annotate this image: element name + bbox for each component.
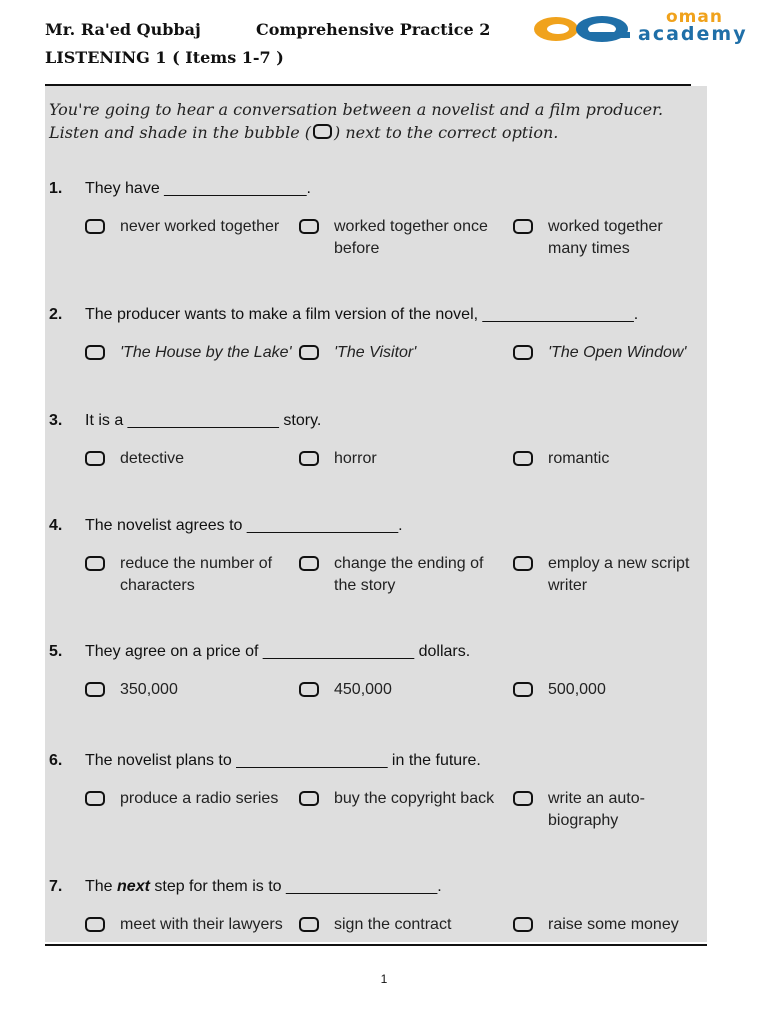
bottom-rule — [45, 944, 707, 946]
question-text: It is a _________________ story. — [85, 412, 322, 429]
answer-bubble[interactable] — [299, 345, 319, 360]
option-label: 'The House by the Lake' — [120, 344, 292, 361]
answer-bubble[interactable] — [299, 556, 319, 571]
question-text: The novelist plans to _________________ in the future. — [85, 752, 481, 769]
question-text — [85, 878, 442, 896]
question-text-end: step for them is to _________________. — [149, 878, 442, 895]
answer-bubble[interactable] — [513, 451, 533, 466]
answer-bubble[interactable] — [85, 556, 105, 571]
option-label: horror — [334, 450, 377, 467]
question-number: 6. — [49, 752, 63, 769]
option-label: write an auto-biography — [548, 790, 645, 829]
answer-bubble[interactable] — [85, 451, 105, 466]
option-label: sign the contract — [334, 916, 452, 933]
option-label: romantic — [548, 450, 610, 467]
page-number: 1 — [380, 972, 388, 986]
option-label: worked together many times — [548, 218, 663, 257]
instructions-part-1: You're going to hear a conversation between a novelist and a film producer. Listen and shade in the bubble ( — [49, 100, 664, 142]
option-label: never worked together — [120, 218, 280, 235]
question-number: 5. — [49, 643, 63, 660]
option-label: worked together once before — [334, 218, 488, 257]
answer-bubble[interactable] — [299, 682, 319, 697]
answer-bubble[interactable] — [513, 556, 533, 571]
answer-bubble[interactable] — [85, 345, 105, 360]
oman-academy-logo — [530, 7, 766, 46]
question-text: They have ________________. — [85, 180, 311, 197]
answer-bubble[interactable] — [85, 682, 105, 697]
option-label: 350,000 — [120, 681, 178, 698]
answer-bubble[interactable] — [513, 682, 533, 697]
question-number: 7. — [49, 878, 63, 895]
teacher-name: Mr. Ra'ed Qubbaj — [45, 20, 201, 39]
instructions-part-2: ) next to the correct option. — [334, 123, 559, 142]
answer-bubble[interactable] — [85, 219, 105, 234]
question-text: The producer wants to make a film version of the novel, _________________. — [85, 306, 639, 323]
question-number: 1. — [49, 180, 63, 197]
section-title: LISTENING 1 ( Items 1-7 ) — [45, 48, 284, 67]
logo-mark-icon — [530, 12, 640, 46]
question-text: They agree on a price of _________________ dollars. — [85, 643, 471, 660]
instructions — [49, 98, 699, 144]
question-text-start: The — [85, 878, 118, 895]
option-label: employ a new script writer — [548, 555, 690, 594]
question-number: 3. — [49, 412, 63, 429]
option-label: 'The Open Window' — [548, 344, 687, 361]
option-label: buy the copyright back — [334, 790, 495, 807]
answer-bubble[interactable] — [85, 917, 105, 932]
question-number: 2. — [49, 306, 63, 323]
logo-line-2: academy — [638, 23, 748, 45]
answer-bubble[interactable] — [299, 791, 319, 806]
answer-bubble[interactable] — [299, 451, 319, 466]
option-label: raise some money — [548, 916, 679, 933]
option-label: change the ending of the story — [334, 555, 484, 594]
answer-bubble[interactable] — [299, 219, 319, 234]
answer-bubble[interactable] — [85, 791, 105, 806]
answer-bubble[interactable] — [299, 917, 319, 932]
option-label: 500,000 — [548, 681, 606, 698]
option-label: meet with their lawyers — [120, 916, 283, 933]
document-title: Comprehensive Practice 2 — [256, 20, 491, 39]
question-text-emphasis: next — [117, 878, 150, 895]
option-label: detective — [120, 450, 185, 467]
question-panel — [45, 86, 707, 942]
option-label: produce a radio series — [120, 790, 279, 807]
answer-bubble[interactable] — [513, 345, 533, 360]
logo-line-1: oman — [666, 7, 723, 27]
option-label: 'The Visitor' — [334, 344, 417, 361]
answer-bubble[interactable] — [513, 219, 533, 234]
question-number: 4. — [49, 517, 63, 534]
question-text: The novelist agrees to _________________. — [85, 517, 403, 534]
option-label: reduce the number of characters — [120, 555, 273, 594]
answer-bubble[interactable] — [513, 791, 533, 806]
answer-bubble[interactable] — [513, 917, 533, 932]
option-label: 450,000 — [334, 681, 392, 698]
bubble-icon — [313, 124, 332, 139]
